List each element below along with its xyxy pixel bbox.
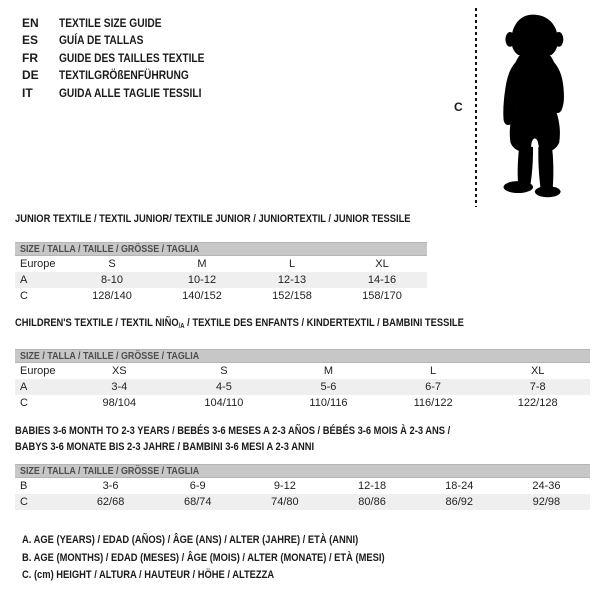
cell-value: S xyxy=(220,365,228,377)
language-row-fr xyxy=(22,49,230,67)
footnotes xyxy=(22,532,449,585)
cell-value: 14-16 xyxy=(367,274,397,286)
language-code: EN xyxy=(22,15,39,30)
language-code: DE xyxy=(22,68,39,83)
size-figure xyxy=(440,0,600,215)
cell-value: 128/140 xyxy=(92,290,132,302)
junior-table-title: JUNIOR TEXTILE / TEXTIL JUNIOR/ TEXTILE JUNIOR / JUNIORTEXTIL / JUNIOR TESSILE xyxy=(15,213,411,225)
cell-value: L xyxy=(430,365,437,377)
babies-table-rows xyxy=(15,478,590,510)
cell-value: 98/104 xyxy=(102,397,137,409)
language-label: GUÍA DE TALLAS xyxy=(59,33,144,48)
language-code: IT xyxy=(22,85,33,100)
cell-value: 3-6 xyxy=(102,480,119,492)
cell-value: XS xyxy=(111,365,127,377)
children-table-title: CHILDREN'S TEXTILE / TEXTIL NIÑO/A / TEXTILE DES ENFANTS / KINDERTEXTIL / BAMBINI TESSILE xyxy=(15,317,464,330)
language-label: GUIDA ALLE TAGLIE TESSILI xyxy=(59,85,202,100)
cell-value: 92/98 xyxy=(532,496,561,508)
cell-value: S xyxy=(108,258,116,270)
cell-value: 24-36 xyxy=(532,480,561,492)
size-header-bar: SIZE / TALLA / TAILLE / GRÖSSE / TAGLIA xyxy=(15,349,590,363)
cell-value: 158/170 xyxy=(362,290,402,302)
table-row-europe xyxy=(15,256,427,272)
cell-value: M xyxy=(323,365,334,377)
height-label-c: C xyxy=(454,100,463,114)
table-row-c xyxy=(15,288,427,304)
table-row-c xyxy=(15,494,590,510)
row-label: A xyxy=(20,274,28,286)
row-label: Europe xyxy=(20,258,56,270)
cell-value: 110/116 xyxy=(309,397,348,409)
cell-value: 80/86 xyxy=(358,496,386,508)
cell-value: 5-6 xyxy=(320,381,337,393)
cell-value: M xyxy=(197,258,207,270)
cell-value: 68/74 xyxy=(183,496,212,508)
cell-value: 104/110 xyxy=(204,397,244,409)
size-header-bar: SIZE / TALLA / TAILLE / GRÖSSE / TAGLIA xyxy=(15,464,590,478)
row-label: C xyxy=(20,397,28,409)
table-row-c xyxy=(15,395,590,411)
row-label: C xyxy=(20,496,28,508)
cell-value: 6-7 xyxy=(425,381,442,393)
row-label: A xyxy=(20,381,28,393)
children-table-rows xyxy=(15,363,590,411)
cell-value: 74/80 xyxy=(271,496,299,508)
cell-value: 18-24 xyxy=(445,480,474,492)
row-label: Europe xyxy=(20,365,56,377)
table-row-a xyxy=(15,379,590,395)
cell-value: 4-5 xyxy=(215,381,232,393)
cell-value: 116/122 xyxy=(413,397,453,409)
language-row-en xyxy=(22,14,230,32)
cell-value: 8-10 xyxy=(100,274,124,286)
language-label: TEXTILGRÖßENFÜHRUNG xyxy=(59,68,189,83)
cell-value: 12-13 xyxy=(277,274,307,286)
babies-table-title: BABIES 3-6 MONTH TO 2-3 YEARS / BEBÉS 3-6 MESES A 2-3 AÑOS / BÉBÉS 3-6 MOIS À 2-3 ANS / BABYS 3-6 MONATE BIS 2-3 JAHRE / BAMBINI 3-6 MESI A 2-3 ANNI xyxy=(15,425,451,453)
language-code: FR xyxy=(22,50,38,65)
children-table-section xyxy=(15,317,590,411)
language-row-es xyxy=(22,32,230,50)
junior-table-rows xyxy=(15,256,427,304)
cell-value: 62/68 xyxy=(96,496,125,508)
row-label: C xyxy=(20,290,28,302)
footnote-b: B. AGE (MONTHS) / EDAD (MESES) / ÂGE (MOIS) / ALTER (MONATE) / ETÀ (MESI) xyxy=(22,551,385,564)
nino-a-subscript: /A xyxy=(178,323,185,330)
language-list xyxy=(22,14,230,102)
cell-value: 86/92 xyxy=(445,496,473,508)
cell-value: XL xyxy=(375,258,389,270)
dashed-height-line xyxy=(475,8,477,207)
cell-value: 140/152 xyxy=(182,290,222,302)
cell-value: 12-18 xyxy=(358,480,387,492)
language-code: ES xyxy=(22,33,39,48)
table-row-a xyxy=(15,272,427,288)
cell-value: 3-4 xyxy=(111,381,128,393)
cell-value: 10-12 xyxy=(187,274,217,286)
junior-table-section xyxy=(15,213,427,304)
babies-table-section xyxy=(15,423,590,510)
footnote-a: A. AGE (YEARS) / EDAD (AÑOS) / ÂGE (ANS) / ALTER (JAHRE) / ETÀ (ANNI) xyxy=(22,534,359,546)
language-row-de xyxy=(22,67,230,85)
row-label: B xyxy=(20,480,28,492)
size-header-bar: SIZE / TALLA / TAILLE / GRÖSSE / TAGLIA xyxy=(15,242,427,256)
cell-value: 9-12 xyxy=(273,480,296,492)
language-label: GUIDE DES TAILLES TEXTILE xyxy=(59,50,205,65)
baby-silhouette-icon xyxy=(487,8,579,207)
language-row-it xyxy=(22,84,230,102)
language-label: TEXTILE SIZE GUIDE xyxy=(59,15,162,30)
footnote-c: C. (cm) HEIGHT / ALTURA / HAUTEUR / HÖHE / ALTEZZA xyxy=(22,569,275,581)
cell-value: 7-8 xyxy=(529,381,546,393)
cell-value: 122/128 xyxy=(517,397,558,409)
table-row-b xyxy=(15,478,590,494)
cell-value: 6-9 xyxy=(189,480,206,492)
cell-value: 152/158 xyxy=(272,290,312,302)
cell-value: L xyxy=(288,258,296,270)
cell-value: XL xyxy=(530,365,545,377)
table-row-europe xyxy=(15,363,590,379)
